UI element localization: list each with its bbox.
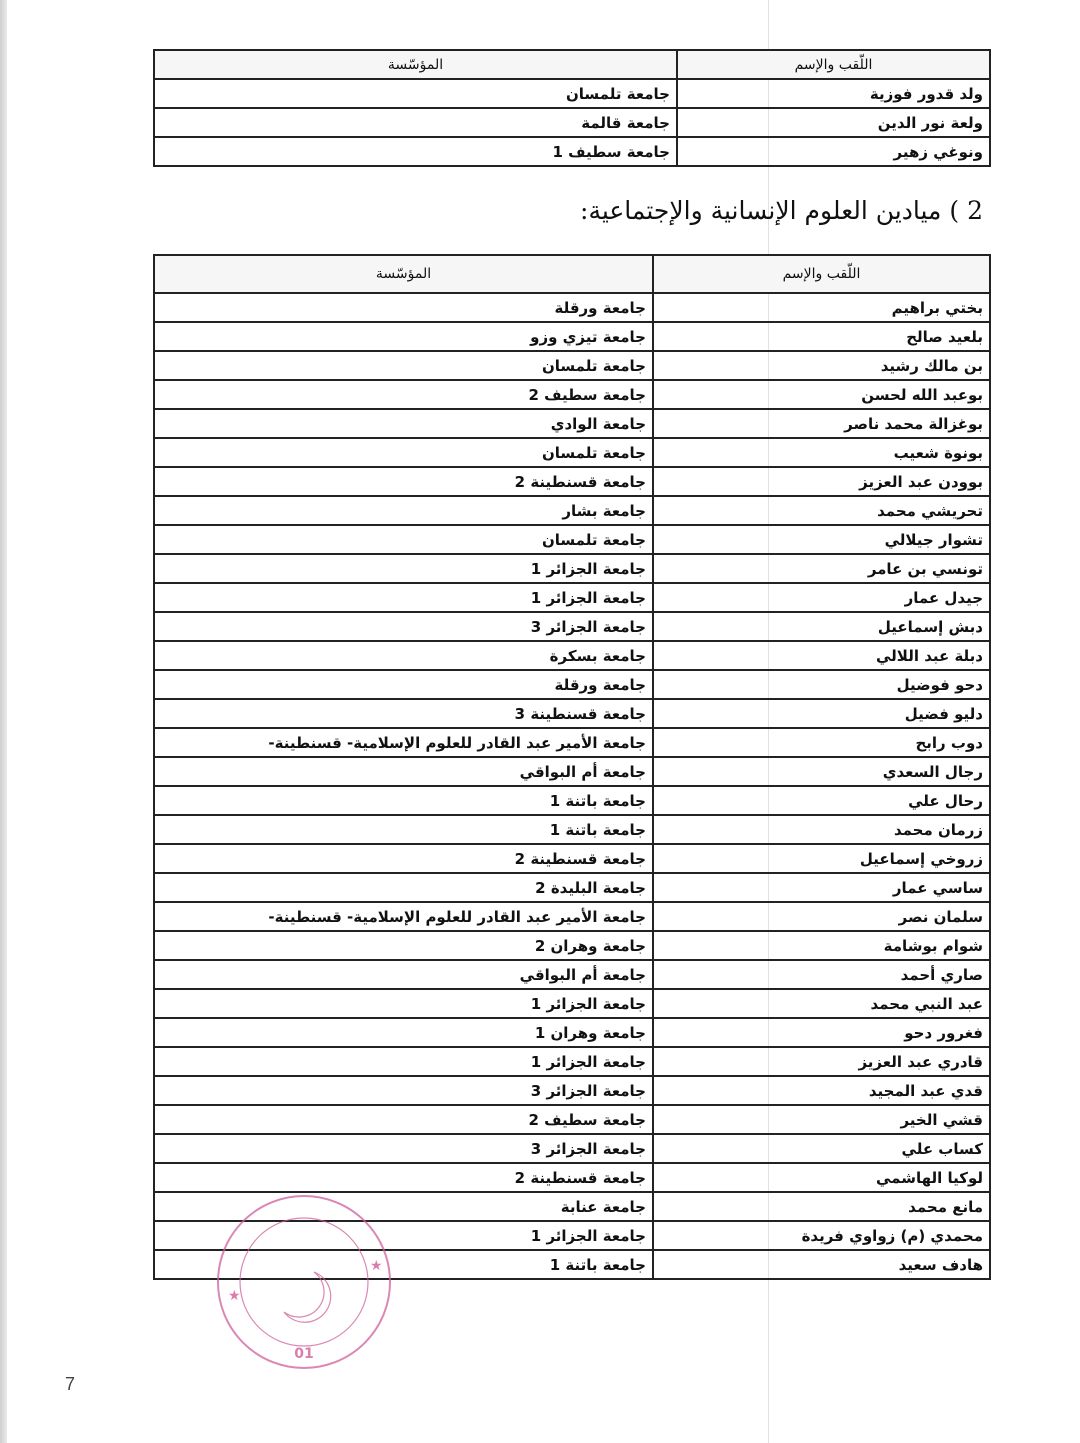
cell-institution: جامعة الجزائر 3 xyxy=(154,1134,653,1163)
cell-institution: جامعة الجزائر 1 xyxy=(154,583,653,612)
section-title: 2 ) ميادين العلوم الإنسانية والإجتماعية: xyxy=(580,196,983,225)
cell-name: بختي براهيم xyxy=(653,293,990,322)
cell-institution: جامعة الجزائر 3 xyxy=(154,612,653,641)
cell-name: بوودن عبد العزيز xyxy=(653,467,990,496)
cell-name: عبد النبي محمد xyxy=(653,989,990,1018)
cell-institution: جامعة تيزي وزو xyxy=(154,322,653,351)
cell-institution: جامعة الجزائر 1 xyxy=(154,1047,653,1076)
page-edge-shadow xyxy=(0,0,7,1443)
cell-institution: جامعة سطيف 2 xyxy=(154,380,653,409)
cell-name: دحو فوضيل xyxy=(653,670,990,699)
cell-institution: جامعة الوادي xyxy=(154,409,653,438)
cell-institution: جامعة قسنطينة 2 xyxy=(154,844,653,873)
cell-name: بن مالك رشيد xyxy=(653,351,990,380)
cell-institution: جامعة بسكرة xyxy=(154,641,653,670)
cell-name: تونسي بن عامر xyxy=(653,554,990,583)
cell-institution: جامعة بشار xyxy=(154,496,653,525)
cell-name: رحال علي xyxy=(653,786,990,815)
cell-name: رجال السعدي xyxy=(653,757,990,786)
table-row xyxy=(154,960,990,989)
cell-name: قشي الخير xyxy=(653,1105,990,1134)
table-row xyxy=(154,1221,990,1250)
table-row xyxy=(154,467,990,496)
page-number: 7 xyxy=(65,1374,76,1394)
cell-institution: جامعة سطيف 1 xyxy=(154,137,677,166)
table-row xyxy=(154,438,990,467)
table-row xyxy=(154,108,990,137)
cell-institution: جامعة قسنطينة 3 xyxy=(154,699,653,728)
table-row xyxy=(154,931,990,960)
cell-institution: جامعة ورقلة xyxy=(154,670,653,699)
cell-name: دليو فضيل xyxy=(653,699,990,728)
table-row xyxy=(154,1192,990,1221)
table-row xyxy=(154,815,990,844)
table-row xyxy=(154,1018,990,1047)
table-row xyxy=(154,1076,990,1105)
table-row xyxy=(154,786,990,815)
cell-name: مانع محمد xyxy=(653,1192,990,1221)
cell-name: هادف سعيد xyxy=(653,1250,990,1279)
table-row xyxy=(154,380,990,409)
header-name: اللّقب والإسم xyxy=(653,255,990,293)
table-row xyxy=(154,409,990,438)
cell-name: بوعبد الله لحسن xyxy=(653,380,990,409)
cell-institution: جامعة الجزائر 3 xyxy=(154,1076,653,1105)
cell-institution: جامعة أم البواقي xyxy=(154,757,653,786)
cell-name: بلعيد صالح xyxy=(653,322,990,351)
cell-institution: جامعة وهران 2 xyxy=(154,931,653,960)
cell-name: بونوة شعيب xyxy=(653,438,990,467)
cell-institution: جامعة أم البواقي xyxy=(154,960,653,989)
cell-institution: جامعة باتنة 1 xyxy=(154,815,653,844)
header-institution: المؤسّسة xyxy=(154,50,677,79)
cell-name: صاري أحمد xyxy=(653,960,990,989)
cell-name: سلمان نصر xyxy=(653,902,990,931)
star-icon: ★ xyxy=(228,1288,241,1304)
cell-name: قدي عبد المجيد xyxy=(653,1076,990,1105)
table-row xyxy=(154,757,990,786)
table-row xyxy=(154,79,990,108)
table-header-row xyxy=(154,50,990,79)
cell-name: زروخي إسماعيل xyxy=(653,844,990,873)
table-row xyxy=(154,641,990,670)
cell-institution: جامعة الأمير عبد القادر للعلوم الإسلامية- قسنطينة- xyxy=(154,902,653,931)
cell-institution: جامعة باتنة 1 xyxy=(154,786,653,815)
cell-name: قادري عبد العزيز xyxy=(653,1047,990,1076)
cell-institution: جامعة عنابة xyxy=(154,1192,653,1221)
cell-institution: جامعة قالمة xyxy=(154,108,677,137)
table-row xyxy=(154,554,990,583)
cell-institution: جامعة البليدة 2 xyxy=(154,873,653,902)
table-row xyxy=(154,902,990,931)
header-name: اللّقب والإسم xyxy=(677,50,990,79)
cell-name: زرمان محمد xyxy=(653,815,990,844)
cell-institution: جامعة تلمسان xyxy=(154,79,677,108)
table-row xyxy=(154,525,990,554)
header-institution: المؤسّسة xyxy=(154,255,653,293)
table-body xyxy=(154,293,990,1279)
table-body xyxy=(154,79,990,166)
cell-name: جيدل عمار xyxy=(653,583,990,612)
cell-name: ولد قدور فوزية xyxy=(677,79,990,108)
star-icon: ★ xyxy=(370,1258,383,1274)
table-row xyxy=(154,1163,990,1192)
table-row xyxy=(154,1250,990,1279)
cell-name: دوب رابح xyxy=(653,728,990,757)
table-row xyxy=(154,1134,990,1163)
table-row xyxy=(154,137,990,166)
cell-institution: جامعة قسنطينة 2 xyxy=(154,467,653,496)
stamp-number: 01 xyxy=(294,1346,314,1362)
table-row xyxy=(154,351,990,380)
cell-institution: جامعة تلمسان xyxy=(154,438,653,467)
cell-institution: جامعة تلمسان xyxy=(154,525,653,554)
table-row xyxy=(154,728,990,757)
table-row xyxy=(154,322,990,351)
cell-institution: جامعة سطيف 2 xyxy=(154,1105,653,1134)
cell-name: شوام بوشامة xyxy=(653,931,990,960)
cell-name: ساسي عمار xyxy=(653,873,990,902)
cell-name: محمدي (م) زواوي فريدة xyxy=(653,1221,990,1250)
table-row xyxy=(154,699,990,728)
cell-name: دبلة عبد اللالي xyxy=(653,641,990,670)
cell-name: بوغزالة محمد ناصر xyxy=(653,409,990,438)
cell-institution: جامعة وهران 1 xyxy=(154,1018,653,1047)
members-table-continued xyxy=(153,49,991,167)
cell-name: ولعة نور الدين xyxy=(677,108,990,137)
cell-institution: جامعة الجزائر 1 xyxy=(154,1221,653,1250)
cell-institution: جامعة قسنطينة 2 xyxy=(154,1163,653,1192)
cell-institution: جامعة الأمير عبد القادر للعلوم الإسلامية- قسنطينة- xyxy=(154,728,653,757)
table-row xyxy=(154,293,990,322)
table-row xyxy=(154,496,990,525)
table-row xyxy=(154,844,990,873)
table-row xyxy=(154,1105,990,1134)
cell-name: كساب علي xyxy=(653,1134,990,1163)
cell-institution: جامعة تلمسان xyxy=(154,351,653,380)
cell-name: دبش إسماعيل xyxy=(653,612,990,641)
humanities-members-table xyxy=(153,254,991,1280)
table-header-row xyxy=(154,255,990,293)
table-row xyxy=(154,1047,990,1076)
table-row xyxy=(154,670,990,699)
cell-institution: جامعة الجزائر 1 xyxy=(154,554,653,583)
cell-name: تحريشي محمد xyxy=(653,496,990,525)
cell-institution: جامعة باتنة 1 xyxy=(154,1250,653,1279)
cell-name: ونوغي زهير xyxy=(677,137,990,166)
table-row xyxy=(154,583,990,612)
table-row xyxy=(154,989,990,1018)
cell-name: فغرور دحو xyxy=(653,1018,990,1047)
table-row xyxy=(154,612,990,641)
cell-institution: جامعة الجزائر 1 xyxy=(154,989,653,1018)
table-row xyxy=(154,873,990,902)
cell-name: تشوار جيلالي xyxy=(653,525,990,554)
cell-name: لوكيا الهاشمي xyxy=(653,1163,990,1192)
cell-institution: جامعة ورقلة xyxy=(154,293,653,322)
